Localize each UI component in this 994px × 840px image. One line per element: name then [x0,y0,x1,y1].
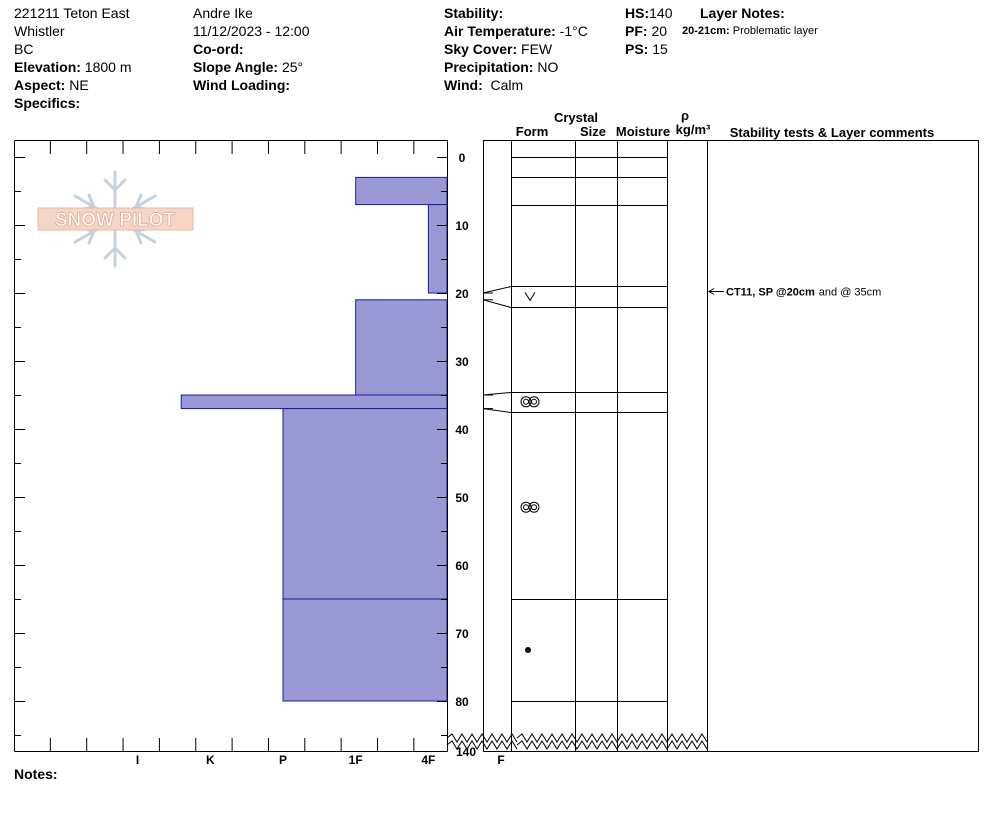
pf-label: PF: [625,23,648,39]
hardness-tick-label: 1F [348,753,363,767]
hardness-tick-label: P [278,753,287,767]
hardness-layer-bar [356,177,447,204]
sky-cover-label: Sky Cover: [444,41,518,57]
column-headers [516,108,934,140]
slope-value: 25° [281,59,304,75]
region-name: BC [14,41,34,57]
hardness-layers [181,177,447,701]
aspect-value: NE [69,77,89,93]
depth-tick-label: 50 [455,491,469,505]
hardness-tick-label: K [205,753,215,767]
connector-bottom [483,409,511,413]
depth-tick-label: 10 [455,219,469,233]
depth-tick-label: 60 [455,559,469,573]
hs-label: HS: [625,5,650,21]
slope-label: Slope Angle: [193,59,279,75]
hardness-tick-label: F [497,753,505,767]
wind-value: Calm [490,77,524,93]
ps-label: PS: [625,41,649,57]
observer-name: Andre Ike [193,5,253,21]
notes-label: Notes: [14,766,58,782]
depth-tick-label: 20 [455,287,469,301]
density-unit-header: kg/m³ [675,122,711,137]
elevation-label: Elevation: [14,59,81,75]
layer-notes-label: Layer Notes: [700,5,785,21]
logo-text: SNOW PILOT [54,210,176,231]
air-temp-label: Air Temperature: [444,23,556,39]
elevation-value: 1800 m [84,59,132,75]
specifics-label: Specifics: [14,95,81,111]
connector-top [483,287,511,294]
air-temp-value: -1°C [559,23,588,39]
faceted-crystal-icon [525,292,535,300]
depth-tick-label: 80 [455,695,469,709]
stability-comment [709,287,881,299]
moisture-header: Moisture [615,124,671,139]
depth-bottom-label: 140 [455,745,477,759]
depth-axis-labels [455,151,476,759]
rounded-crystal-icon [521,502,539,512]
crystal-header: Crystal [553,110,599,125]
stability-label: Stability: [444,5,504,21]
crystal-ring-inner [524,399,529,404]
comment-text [726,287,881,299]
wind-loading-label: Wind Loading: [193,77,291,93]
depth-tick-label: 0 [458,151,466,165]
coord-label: Co-ord: [193,41,244,57]
location-name: 221211 Teton East [14,5,130,21]
depth-tick-label: 40 [455,423,469,437]
pf-value: 20 [651,23,668,39]
rounded-crystal-icon [521,397,539,407]
crystal-ring-inner [524,505,529,510]
observation-datetime: 11/12/2023 - 12:00 [193,23,310,39]
sky-cover-value: FEW [521,41,553,57]
hardness-layer-bar [181,395,447,409]
crystal-ring-inner [532,505,537,510]
hardness-layer-bar [428,205,447,293]
precipitation-value: NO [537,59,559,75]
depth-connectors [483,287,511,413]
size-header: Size [579,124,607,139]
precipitation-label: Precipitation: [444,59,534,75]
hardness-tick-label: 4F [421,753,436,767]
ps-value: 15 [652,41,668,57]
table-frame [484,141,979,752]
crystal-table [484,141,979,752]
crystal-ring-inner [532,399,537,404]
layer-boundaries [511,158,667,702]
hardness-layer-bar [356,300,447,395]
hardness-tick-label: I [135,753,140,767]
hardness-layer-bar [283,409,447,599]
layer-note-range: 20-21cm: [682,25,730,37]
hardness-layer-bar [283,599,447,701]
layer-note-text: Problematic layer [732,25,818,37]
melt-crystal-icon [525,647,531,653]
depth-tick-label: 70 [455,627,469,641]
connector-bottom [483,300,511,308]
comments-header: Stability tests & Layer comments [729,125,935,140]
comment-test-result: CT11, SP @20cm [726,286,815,299]
hs-value: 140 [649,5,673,21]
crystal-forms [521,292,539,653]
aspect-label: Aspect: [14,77,66,93]
comment-extra: and @ 35cm [818,286,882,299]
wind-label: Wind: [444,77,483,93]
hardness-tick-labels [136,753,505,767]
depth-tick-label: 30 [455,355,469,369]
snowpilot-logo [38,172,193,266]
rho-header: ρ [680,108,690,123]
form-header: Form [515,124,549,139]
range-name: Whistler [14,23,65,39]
